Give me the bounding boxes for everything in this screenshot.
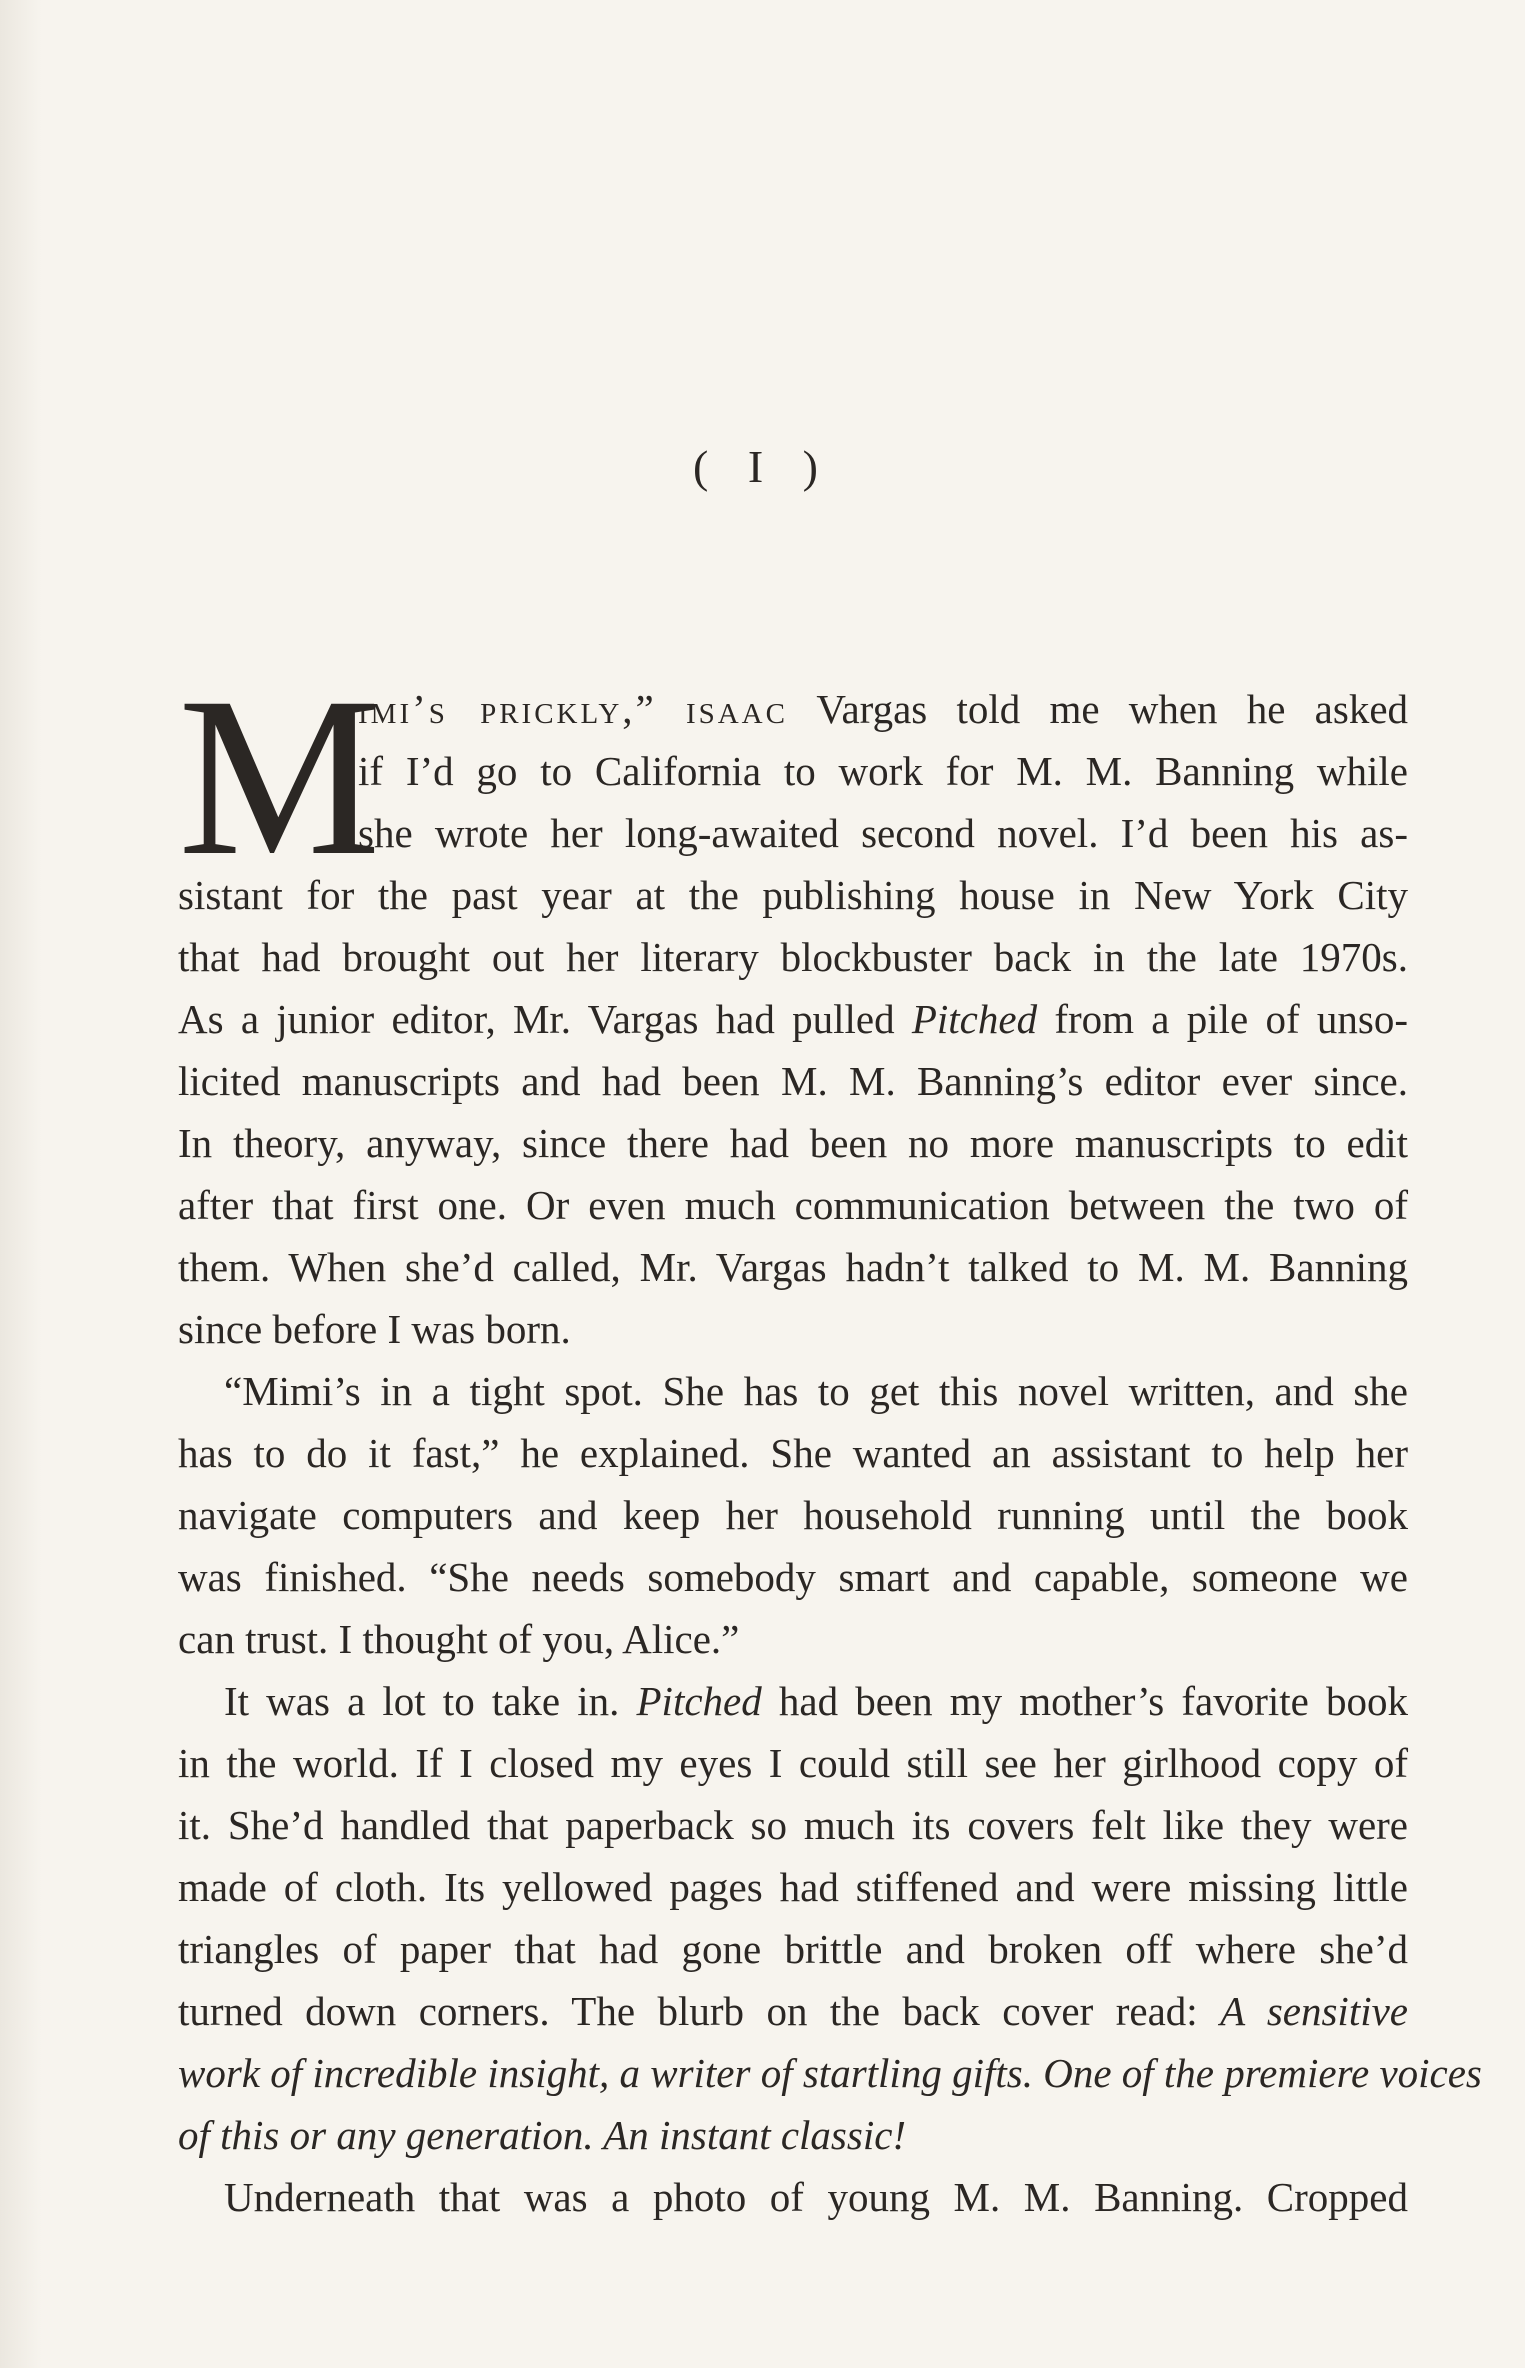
drop-cap: M <box>178 651 381 903</box>
text-line-segment: Vargas told me when he asked <box>816 686 1409 732</box>
text-line-segment: As a junior editor, Mr. Vargas had pulled <box>178 996 912 1042</box>
text-line: can trust. I thought of you, Alice.” <box>178 1616 740 1662</box>
text-line: triangles of paper that had gone brittle and broken off where she’d <box>178 1926 1408 1972</box>
chapter-number: ( I ) <box>693 441 832 492</box>
text-line: Underneath that was a photo of young M. M. Banning. Cropped <box>224 2174 1408 2220</box>
text-line: that had brought out her literary blockbuster back in the late 1970s. <box>178 934 1408 980</box>
text-line: has to do it fast,” he explained. She wanted an assistant to help her <box>178 1430 1408 1476</box>
text-line: after that first one. Or even much communication between the two of <box>178 1182 1408 1228</box>
text-line: she wrote her long-awaited second novel. I’d been his as- <box>358 810 1408 856</box>
text-line: since before I was born. <box>178 1306 571 1352</box>
text-line-segment: It was a lot to take in. <box>224 1678 637 1724</box>
text-line: sistant for the past year at the publishing house in New York City <box>178 872 1408 918</box>
book-title: Pitched <box>636 1678 762 1724</box>
small-caps-name: isaac <box>685 686 788 732</box>
text-line <box>178 988 1408 1050</box>
blurb-line: work of incredible insight, a writer of startling gifts. One of the premiere voices <box>178 2050 1482 2096</box>
text-line: licited manuscripts and had been M. M. Banning’s editor ever since. <box>178 1058 1408 1104</box>
text-line-segment: turned down corners. The blurb on the back cover read: <box>178 1988 1221 2034</box>
text-line: if I’d go to California to work for M. M. Banning while <box>358 748 1408 794</box>
text-line <box>178 1980 1408 2042</box>
paragraph-3 <box>178 1670 1482 2166</box>
text-line-segment: had been my mother’s favorite book <box>761 1678 1408 1724</box>
text-line: was finished. “She needs somebody smart and capable, someone we <box>178 1554 1408 1600</box>
text-line <box>178 1670 1408 1732</box>
text-line: them. When she’d called, Mr. Vargas hadn’t talked to M. M. Banning <box>178 1244 1408 1290</box>
body-text <box>178 651 1482 2228</box>
small-caps-lead: imi’s prickly,” <box>358 686 657 732</box>
blurb-line: of this or any generation. An instant classic! <box>178 2112 907 2158</box>
text-line: in the world. If I closed my eyes I could still see her girlhood copy of <box>178 1740 1408 1786</box>
text-line <box>358 678 1408 740</box>
book-title: Pitched <box>911 996 1038 1042</box>
paragraph-4 <box>178 2166 1408 2228</box>
paragraph-2 <box>178 1360 1408 1670</box>
text-line: In theory, anyway, since there had been no more manuscripts to edit <box>178 1120 1408 1166</box>
text-line: made of cloth. Its yellowed pages had stiffened and were missing little <box>178 1864 1408 1910</box>
text-line-segment: from a pile of unso- <box>1037 996 1408 1042</box>
page-gutter-shadow <box>0 0 42 2368</box>
text-line: navigate computers and keep her household running until the book <box>178 1492 1408 1538</box>
blurb-text: A sensitive <box>1220 1988 1409 2034</box>
text-line: it. She’d handled that paperback so much its covers felt like they were <box>178 1802 1408 1848</box>
text-line: “Mimi’s in a tight spot. She has to get this novel written, and she <box>224 1368 1408 1414</box>
